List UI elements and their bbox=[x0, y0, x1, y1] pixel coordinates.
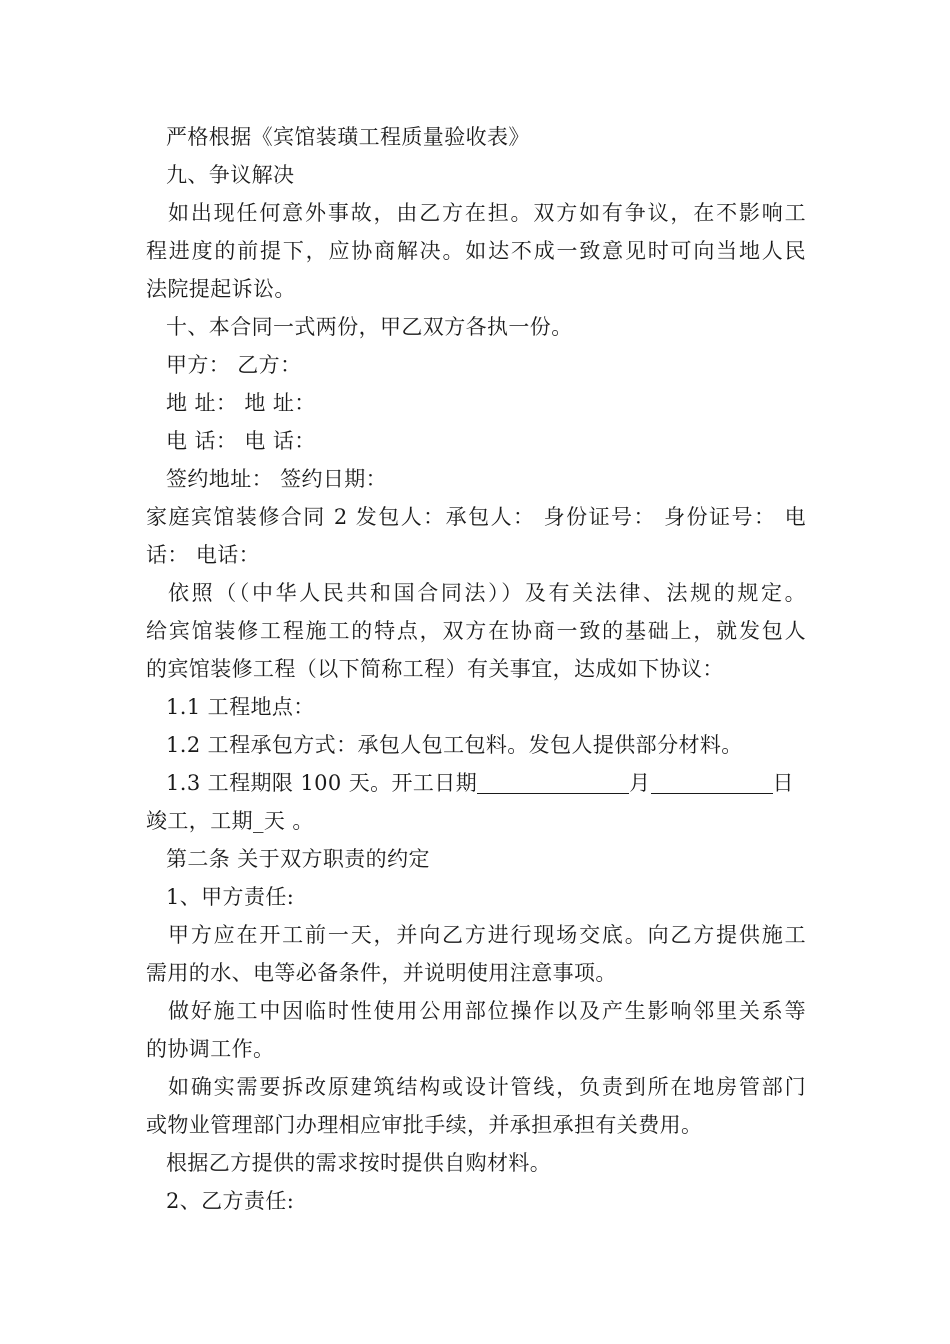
clause-line-with-blanks bbox=[146, 764, 806, 802]
clause-prefix: 1.3 工程期限 100 天。开工日期 bbox=[166, 771, 478, 795]
paragraph-line: 的宾馆装修工程（以下简称工程）有关事宜，达成如下协议： bbox=[146, 657, 724, 681]
paragraph-line: 甲方应在开工前一天，并向乙方进行现场交底。向乙方提供施工 bbox=[168, 923, 806, 947]
signature-address-line: 地 址： 地 址： bbox=[166, 391, 316, 415]
paragraph-line: 严格根据《宾馆装璜工程质量验收表》 bbox=[166, 125, 530, 149]
paragraph-line: 竣工，工期_天 。 bbox=[146, 809, 314, 833]
paragraph-line: 法院提起诉讼。 bbox=[146, 277, 296, 301]
day-label: 日 bbox=[772, 771, 794, 795]
section-heading: 九、争议解决 bbox=[166, 163, 295, 187]
paragraph-line: 给宾馆装修工程施工的特点，双方在协商一致的基础上，就发包人 bbox=[146, 619, 806, 643]
article-heading: 第二条 关于双方职责的约定 bbox=[166, 847, 430, 871]
sub-heading: 2、乙方责任: bbox=[166, 1189, 295, 1213]
paragraph-line: 依照（（中华人民共和国合同法））及有关法律、法规的规定。 bbox=[168, 581, 806, 605]
paragraph-line: 如确实需要拆改原建筑结构或设计管线，负责到所在地房管部门 bbox=[168, 1075, 806, 1099]
section-heading: 十、本合同一式两份，甲乙双方各执一份。 bbox=[166, 315, 573, 339]
clause-line: 1.2 工程承包方式：承包人包工包料。发包人提供部分材料。 bbox=[166, 733, 743, 757]
contract-title-line: 家庭宾馆装修合同 2 发包人：承包人： 身份证号： 身份证号： 电 bbox=[146, 505, 806, 529]
document-body bbox=[146, 118, 806, 1220]
signature-party-line: 甲方： 乙方： bbox=[166, 353, 302, 377]
clause-line: 1.1 工程地点： bbox=[166, 695, 315, 719]
day-blank bbox=[651, 769, 773, 794]
paragraph-line: 话： 电话： bbox=[146, 543, 261, 567]
sub-heading: 1、甲方责任: bbox=[166, 885, 295, 909]
paragraph-line: 或物业管理部门办理相应审批手续，并承担承担有关费用。 bbox=[146, 1113, 703, 1137]
paragraph-line: 程进度的前提下，应协商解决。如达不成一致意见时可向当地人民 bbox=[146, 239, 806, 263]
paragraph-line: 根据乙方提供的需求按时提供自购材料。 bbox=[166, 1151, 552, 1175]
paragraph-line: 如出现任何意外事故，由乙方在担。双方如有争议，在不影响工 bbox=[168, 201, 806, 225]
paragraph-line: 做好施工中因临时性使用公用部位操作以及产生影响邻里关系等 bbox=[168, 999, 806, 1023]
paragraph-line: 的协调工作。 bbox=[146, 1037, 275, 1061]
signature-phone-line: 电 话： 电 话： bbox=[166, 429, 316, 453]
signature-date-line: 签约地址： 签约日期： bbox=[166, 467, 388, 491]
start-date-blank bbox=[477, 769, 629, 794]
paragraph-line: 需用的水、电等必备条件，并说明使用注意事项。 bbox=[146, 961, 617, 985]
month-label: 月 bbox=[629, 771, 651, 795]
